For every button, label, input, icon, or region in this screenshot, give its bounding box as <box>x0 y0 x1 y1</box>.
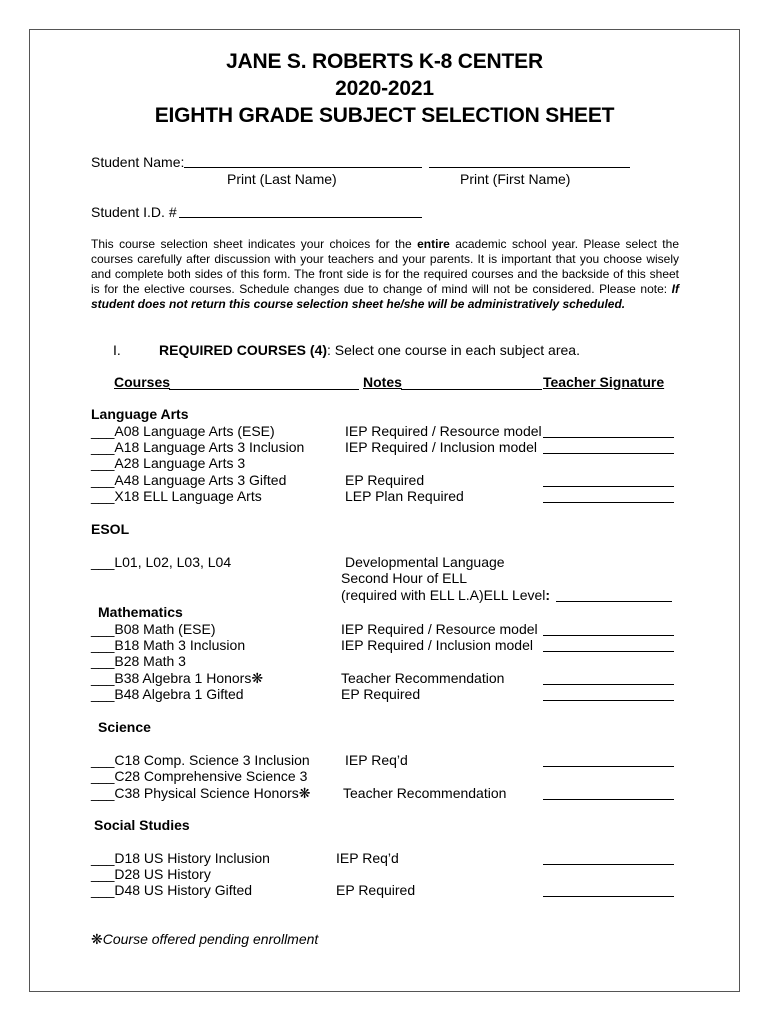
school-name: JANE S. ROBERTS K-8 CENTER <box>226 50 543 73</box>
course-note: IEP Required / Inclusion model <box>341 637 533 653</box>
course-note: (required with ELL L.A)ELL Level: <box>341 587 551 603</box>
course-note: IEP Req’d <box>336 850 399 866</box>
course-item[interactable]: ___B38 Algebra 1 Honors❋ <box>91 670 264 686</box>
sheet-title: EIGHTH GRADE SUBJECT SELECTION SHEET <box>154 104 615 127</box>
course-item[interactable]: ___D18 US History Inclusion <box>91 850 270 866</box>
esol-heading: ESOL <box>91 521 130 537</box>
signature-line[interactable] <box>543 453 674 454</box>
signature-line[interactable] <box>543 864 674 865</box>
science-heading: Science <box>98 719 151 735</box>
course-note: EP Required <box>341 686 421 702</box>
last-name-field[interactable] <box>184 167 422 168</box>
intro-paragraph: This course selection sheet indicates your choices for the entire academic school year. Please select the courses carefully after discussion with your teachers and your parents. It is important that you choose wisely and complete both sides of this form. The front side is for the required courses and the backside of this sheet is for the elective courses. Schedule changes due to change of mind will not be considered. Please note: If student does not return this course selection sheet he/she will be administratively scheduled. <box>91 237 679 311</box>
section-numeral: I. <box>113 342 121 358</box>
page-border <box>29 29 740 992</box>
course-note: Teacher Recommendation <box>341 670 505 686</box>
first-name-caption: Print (First Name) <box>460 171 571 187</box>
course-item[interactable]: ___A48 Language Arts 3 Gifted <box>91 472 287 488</box>
signature-line[interactable] <box>543 896 674 897</box>
signature-column-header: Teacher Signature <box>543 374 665 390</box>
signature-line[interactable] <box>543 502 674 503</box>
emphasis-entire: entire <box>417 237 450 251</box>
course-note: Teacher Recommendation <box>343 785 507 801</box>
header-underline <box>169 389 359 390</box>
course-note: IEP Required / Resource model <box>341 621 538 637</box>
course-note: Developmental Language <box>345 554 505 570</box>
signature-line[interactable] <box>543 700 674 701</box>
signature-line[interactable] <box>543 437 674 438</box>
course-note: LEP Plan Required <box>345 488 464 504</box>
required-heading: REQUIRED COURSES (4): Select one course in each subject area. <box>159 342 580 358</box>
course-item[interactable]: ___A28 Language Arts 3 <box>91 455 246 471</box>
course-note: IEP Required / Inclusion model <box>345 439 537 455</box>
student-id-label: Student I.D. # <box>91 204 177 220</box>
course-note: EP Required <box>345 472 425 488</box>
notes-column-header: Notes <box>363 374 402 390</box>
course-note: Second Hour of ELL <box>341 570 468 586</box>
course-item[interactable]: ___X18 ELL Language Arts <box>91 488 262 504</box>
student-id-field[interactable] <box>179 217 422 218</box>
signature-line[interactable] <box>543 684 674 685</box>
signature-line[interactable] <box>543 766 674 767</box>
course-note: IEP Required / Resource model <box>345 423 542 439</box>
signature-line[interactable] <box>543 799 674 800</box>
student-name-label: Student Name: <box>91 154 185 170</box>
course-note: IEP Req’d <box>345 752 408 768</box>
last-name-caption: Print (Last Name) <box>227 171 337 187</box>
header-underline <box>401 389 542 390</box>
school-year: 2020-2021 <box>335 77 434 100</box>
administrative-note: If student does not return this course selection sheet he/she will be administratively scheduled. <box>91 282 679 311</box>
social-studies-heading: Social Studies <box>94 817 190 833</box>
first-name-field[interactable] <box>429 167 630 168</box>
course-item[interactable]: ___D48 US History Gifted <box>91 882 253 898</box>
course-item[interactable]: ___B08 Math (ESE) <box>91 621 216 637</box>
signature-line[interactable] <box>543 486 674 487</box>
courses-column-header: Courses <box>114 374 171 390</box>
course-item[interactable]: ___A08 Language Arts (ESE) <box>91 423 275 439</box>
course-note: EP Required <box>336 882 416 898</box>
course-item[interactable]: ___B28 Math 3 <box>91 653 186 669</box>
course-item[interactable]: ___C28 Comprehensive Science 3 <box>91 768 308 784</box>
ell-level-field[interactable] <box>556 601 672 602</box>
course-item[interactable]: ___A18 Language Arts 3 Inclusion <box>91 439 305 455</box>
signature-line[interactable] <box>543 635 674 636</box>
mathematics-heading: Mathematics <box>98 604 183 620</box>
enrollment-footnote: ❋Course offered pending enrollment <box>91 931 319 947</box>
course-item[interactable]: ___C18 Comp. Science 3 Inclusion <box>91 752 310 768</box>
course-item[interactable]: ___D28 US History <box>91 866 211 882</box>
course-item[interactable]: ___L01, L02, L03, L04 <box>91 554 232 570</box>
course-item[interactable]: ___B18 Math 3 Inclusion <box>91 637 246 653</box>
course-item[interactable]: ___C38 Physical Science Honors❋ <box>91 785 311 801</box>
language-arts-heading: Language Arts <box>91 406 189 422</box>
course-item[interactable]: ___B48 Algebra 1 Gifted <box>91 686 244 702</box>
signature-line[interactable] <box>543 651 674 652</box>
